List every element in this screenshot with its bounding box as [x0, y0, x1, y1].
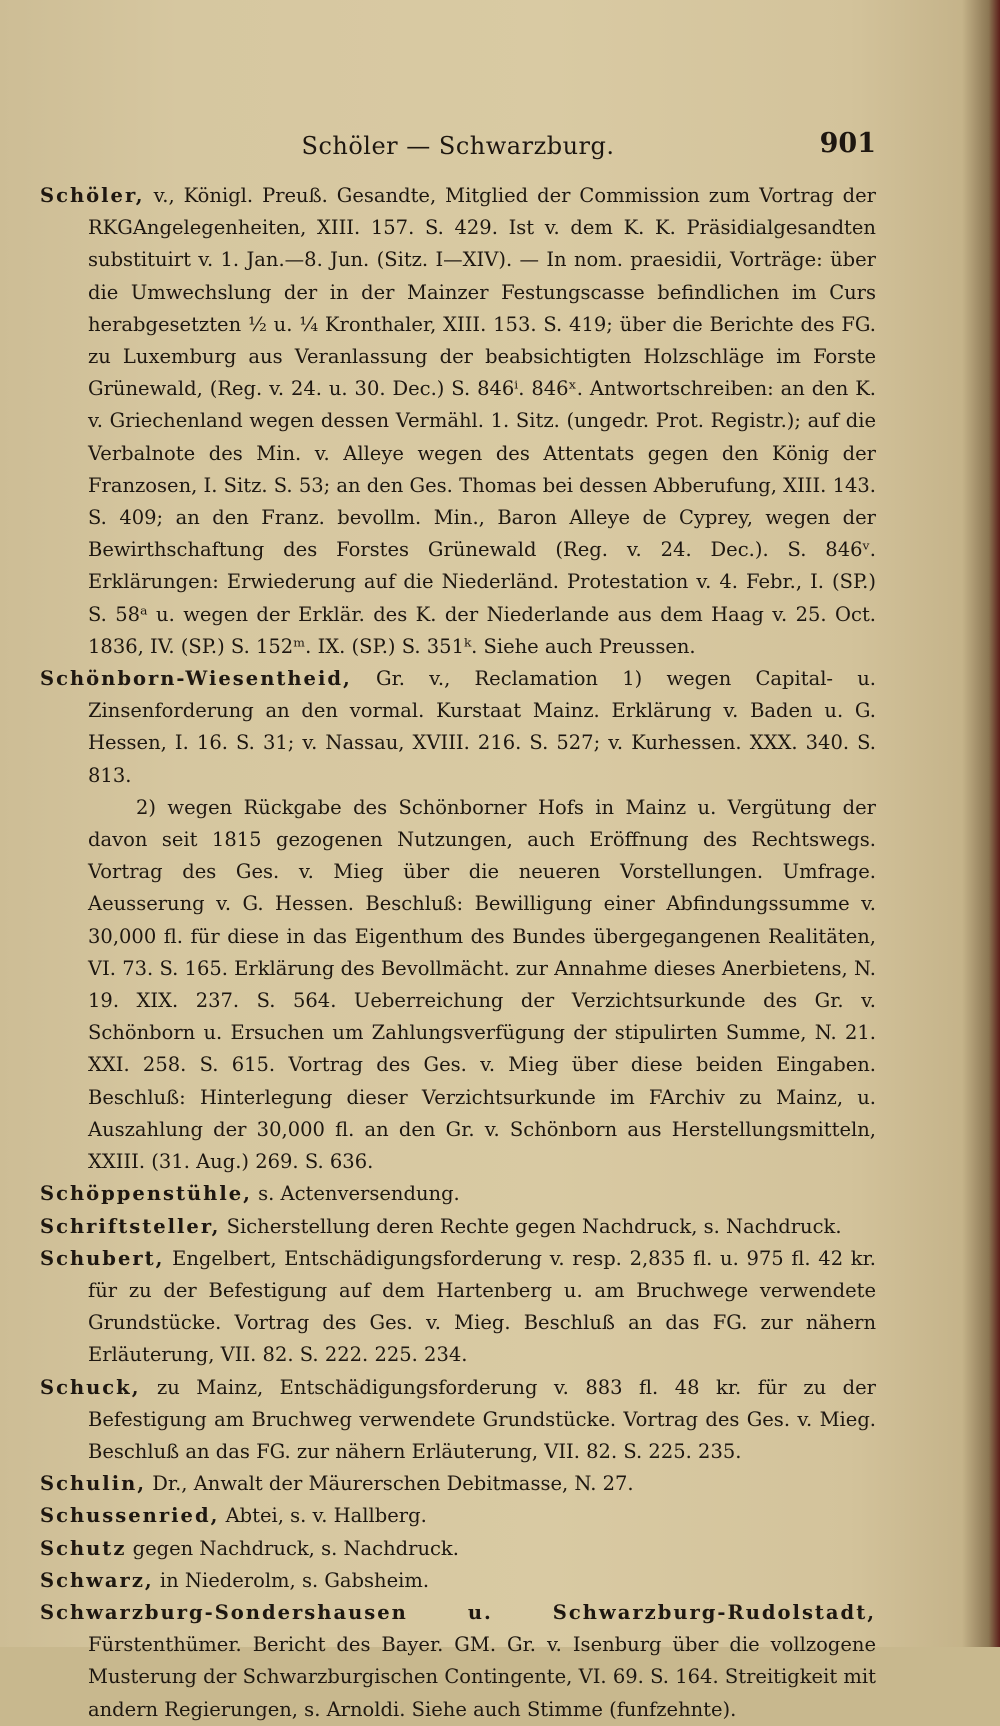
entry-text: Engelbert, Entschädigungsforderung v. resp. 2,835 fl. u. 975 fl. 42 kr. für zu der Befestigung auf dem Hartenberg u. am Bruchwege verwendete Grundstücke. Vortrag des Ges. v. Mieg. Beschluß an das FG. zur nähern Erläuterung, VII. 82. S. 222. 225. 234.	[88, 1246, 876, 1367]
entry-text: 2) wegen Rückgabe des Schönborner Hofs in Mainz u. Vergütung der davon seit 1815 gezogenen Nutzungen, auch Eröffnung des Rechtswegs. Vortrag des Ges. v. Mieg über die neueren Vorstellungen. Umfrage. Aeusserung v. G. Hessen. Beschluß: Bewilligung einer Abfindungssumme v. 30,000 fl. für diese in das Eigenthum des Bundes übergegangenen Realitäten, VI. 73. S. 165. Erklärung des Bevollmächt. zur Annahme dieses Anerbietens, N. 19. XIX. 237. S. 564. Ueberreichung der Verzichtsurkunde des Gr. v. Schönborn u. Ersuchen um Zahlungsverfügung der stipulirten Summe, N. 21. XXI. 258. S. 615. Vortrag des Ges. v. Mieg über diese beiden Eingaben. Beschluß: Hinterlegung dieser Verzichtsurkunde im FArchiv zu Mainz, u. Auszahlung der 30,000 fl. an den Gr. v. Schönborn aus Herstellungsmitteln, XXIII. (31. Aug.) 269. S. 636.	[88, 795, 876, 1174]
entry-lemma: Schuck,	[40, 1375, 141, 1399]
entry-text: v., Königl. Preuß. Gesandte, Mitglied der Commission zum Vortrag der RKGAngelegenheiten, XIII. 157. S. 429. Ist v. dem K. K. Präsidialgesandten substituirt v. 1. Jan.—8. Jun. (Sitz. I—XIV). — In nom. praesidii, Vorträge: über die Umwechslung der in der Mainzer Festungscasse befindlichen im Curs herabgesetzten ½ u. ¼ Kronthaler, XIII. 153. S. 419; über die Berichte des FG. zu Luxemburg aus Veranlassung der beabsichtigten Holzschläge im Forste Grünewald, (Reg. v. 24. u. 30. Dec.) S. 846ⁱ. 846ˣ. Antwortschreiben: an den K. v. Griechenland wegen dessen Vermähl. 1. Sitz. (ungedr. Prot. Registr.); auf die Verbalnote des Min. v. Alleye wegen des Attentats gegen den König der Franzosen, I. Sitz. S. 53; an den Ges. Thomas bei dessen Abberufung, XIII. 143. S. 409; an den Franz. bevollm. Min., Baron Alleye de Cyprey, wegen der Bewirthschaftung des Forstes Grünewald (Reg. v. 24. Dec.). S. 846ᵛ. Erklärungen: Erwiederung auf die Niederländ. Protestation v. 4. Febr., I. (SP.) S. 58ᵃ u. wegen der Erklär. des K. der Niederlande aus dem Haag v. 25. Oct. 1836, IV. (SP.) S. 152ᵐ. IX. (SP.) S. 351ᵏ. Siehe auch Preussen.	[88, 184, 876, 658]
entry-lemma: Schutz	[40, 1536, 127, 1560]
entry-text: Sicherstellung deren Rechte gegen Nachdruck, s. Nachdruck.	[220, 1214, 842, 1238]
entry-lemma: Schönborn-Wiesentheid,	[40, 667, 352, 691]
entry-text: s. Actenversendung.	[251, 1182, 460, 1206]
index-entry-schulin	[40, 1468, 876, 1500]
entry-lemma: Schwarz,	[40, 1568, 154, 1592]
index-entry-schubert	[40, 1243, 876, 1372]
entry-text: Gr. v., Reclamation 1) wegen Capital- u. Zinsenforderung an den vormal. Kurstaat Mainz. Erklärung v. Baden u. G. Hessen, I. 16. S. 31; v. Nassau, XVIII. 216. S. 527; v. Kurhessen. XXX. 340. S. 813.	[88, 667, 876, 787]
entry-text: Abtei, s. v. Hallberg.	[219, 1504, 427, 1528]
index-entry-schoeler	[40, 180, 876, 663]
index-entry-schwarz	[40, 1565, 876, 1597]
entry-text: Dr., Anwalt der Mäurerschen Debitmasse, N. 27.	[146, 1472, 634, 1496]
entry-text: in Niederolm, s. Gabsheim.	[153, 1568, 430, 1592]
index-entry-schoeppenstuehle	[40, 1178, 876, 1210]
index-entry-schriftsteller	[40, 1211, 876, 1243]
index-entry-schwarzburg	[40, 1597, 876, 1726]
entry-lemma: Schriftsteller,	[40, 1214, 221, 1238]
index-entry-schoenborn-continued	[40, 792, 876, 1178]
index-entry-schussenried	[40, 1500, 876, 1532]
index-entry-schuck	[40, 1372, 876, 1469]
page-header	[40, 128, 876, 168]
entry-lemma: Schulin,	[40, 1472, 147, 1496]
index-entry-schutz	[40, 1533, 876, 1565]
entry-lemma: Schussenried,	[40, 1504, 220, 1528]
entry-lemma: Schöler,	[40, 184, 145, 207]
page-edge-shadow	[962, 0, 1000, 1647]
page-number: 901	[819, 128, 876, 159]
entry-lemma: Schöppenstühle,	[40, 1182, 252, 1206]
entry-text: gegen Nachdruck, s. Nachdruck.	[126, 1536, 459, 1560]
index-entries	[40, 180, 876, 1726]
entry-lemma: Schwarzburg-Sondershausen u. Schwarzburg-Rudolstadt,	[40, 1600, 876, 1624]
entry-lemma: Schubert,	[40, 1246, 165, 1270]
running-head: Schöler — Schwarzburg.	[301, 132, 615, 160]
entry-text: Fürstenthümer. Bericht des Bayer. GM. Gr. v. Isenburg über die vollzogene Musterung der Schwarzburgischen Contingente, VI. 69. S. 164. Streitigkeit mit andern Regierungen, s. Arnoldi. Siehe auch Stimme (funfzehnte).	[88, 1633, 876, 1721]
entry-text: zu Mainz, Entschädigungsforderung v. 883 fl. 48 kr. für zu der Befestigung am Bruchweg verwendete Grundstücke. Vortrag des Ges. v. Mieg. Beschluß an das FG. zur nähern Erläuterung, VII. 82. S. 225. 235.	[88, 1375, 876, 1463]
index-entry-schoenborn	[40, 663, 876, 792]
